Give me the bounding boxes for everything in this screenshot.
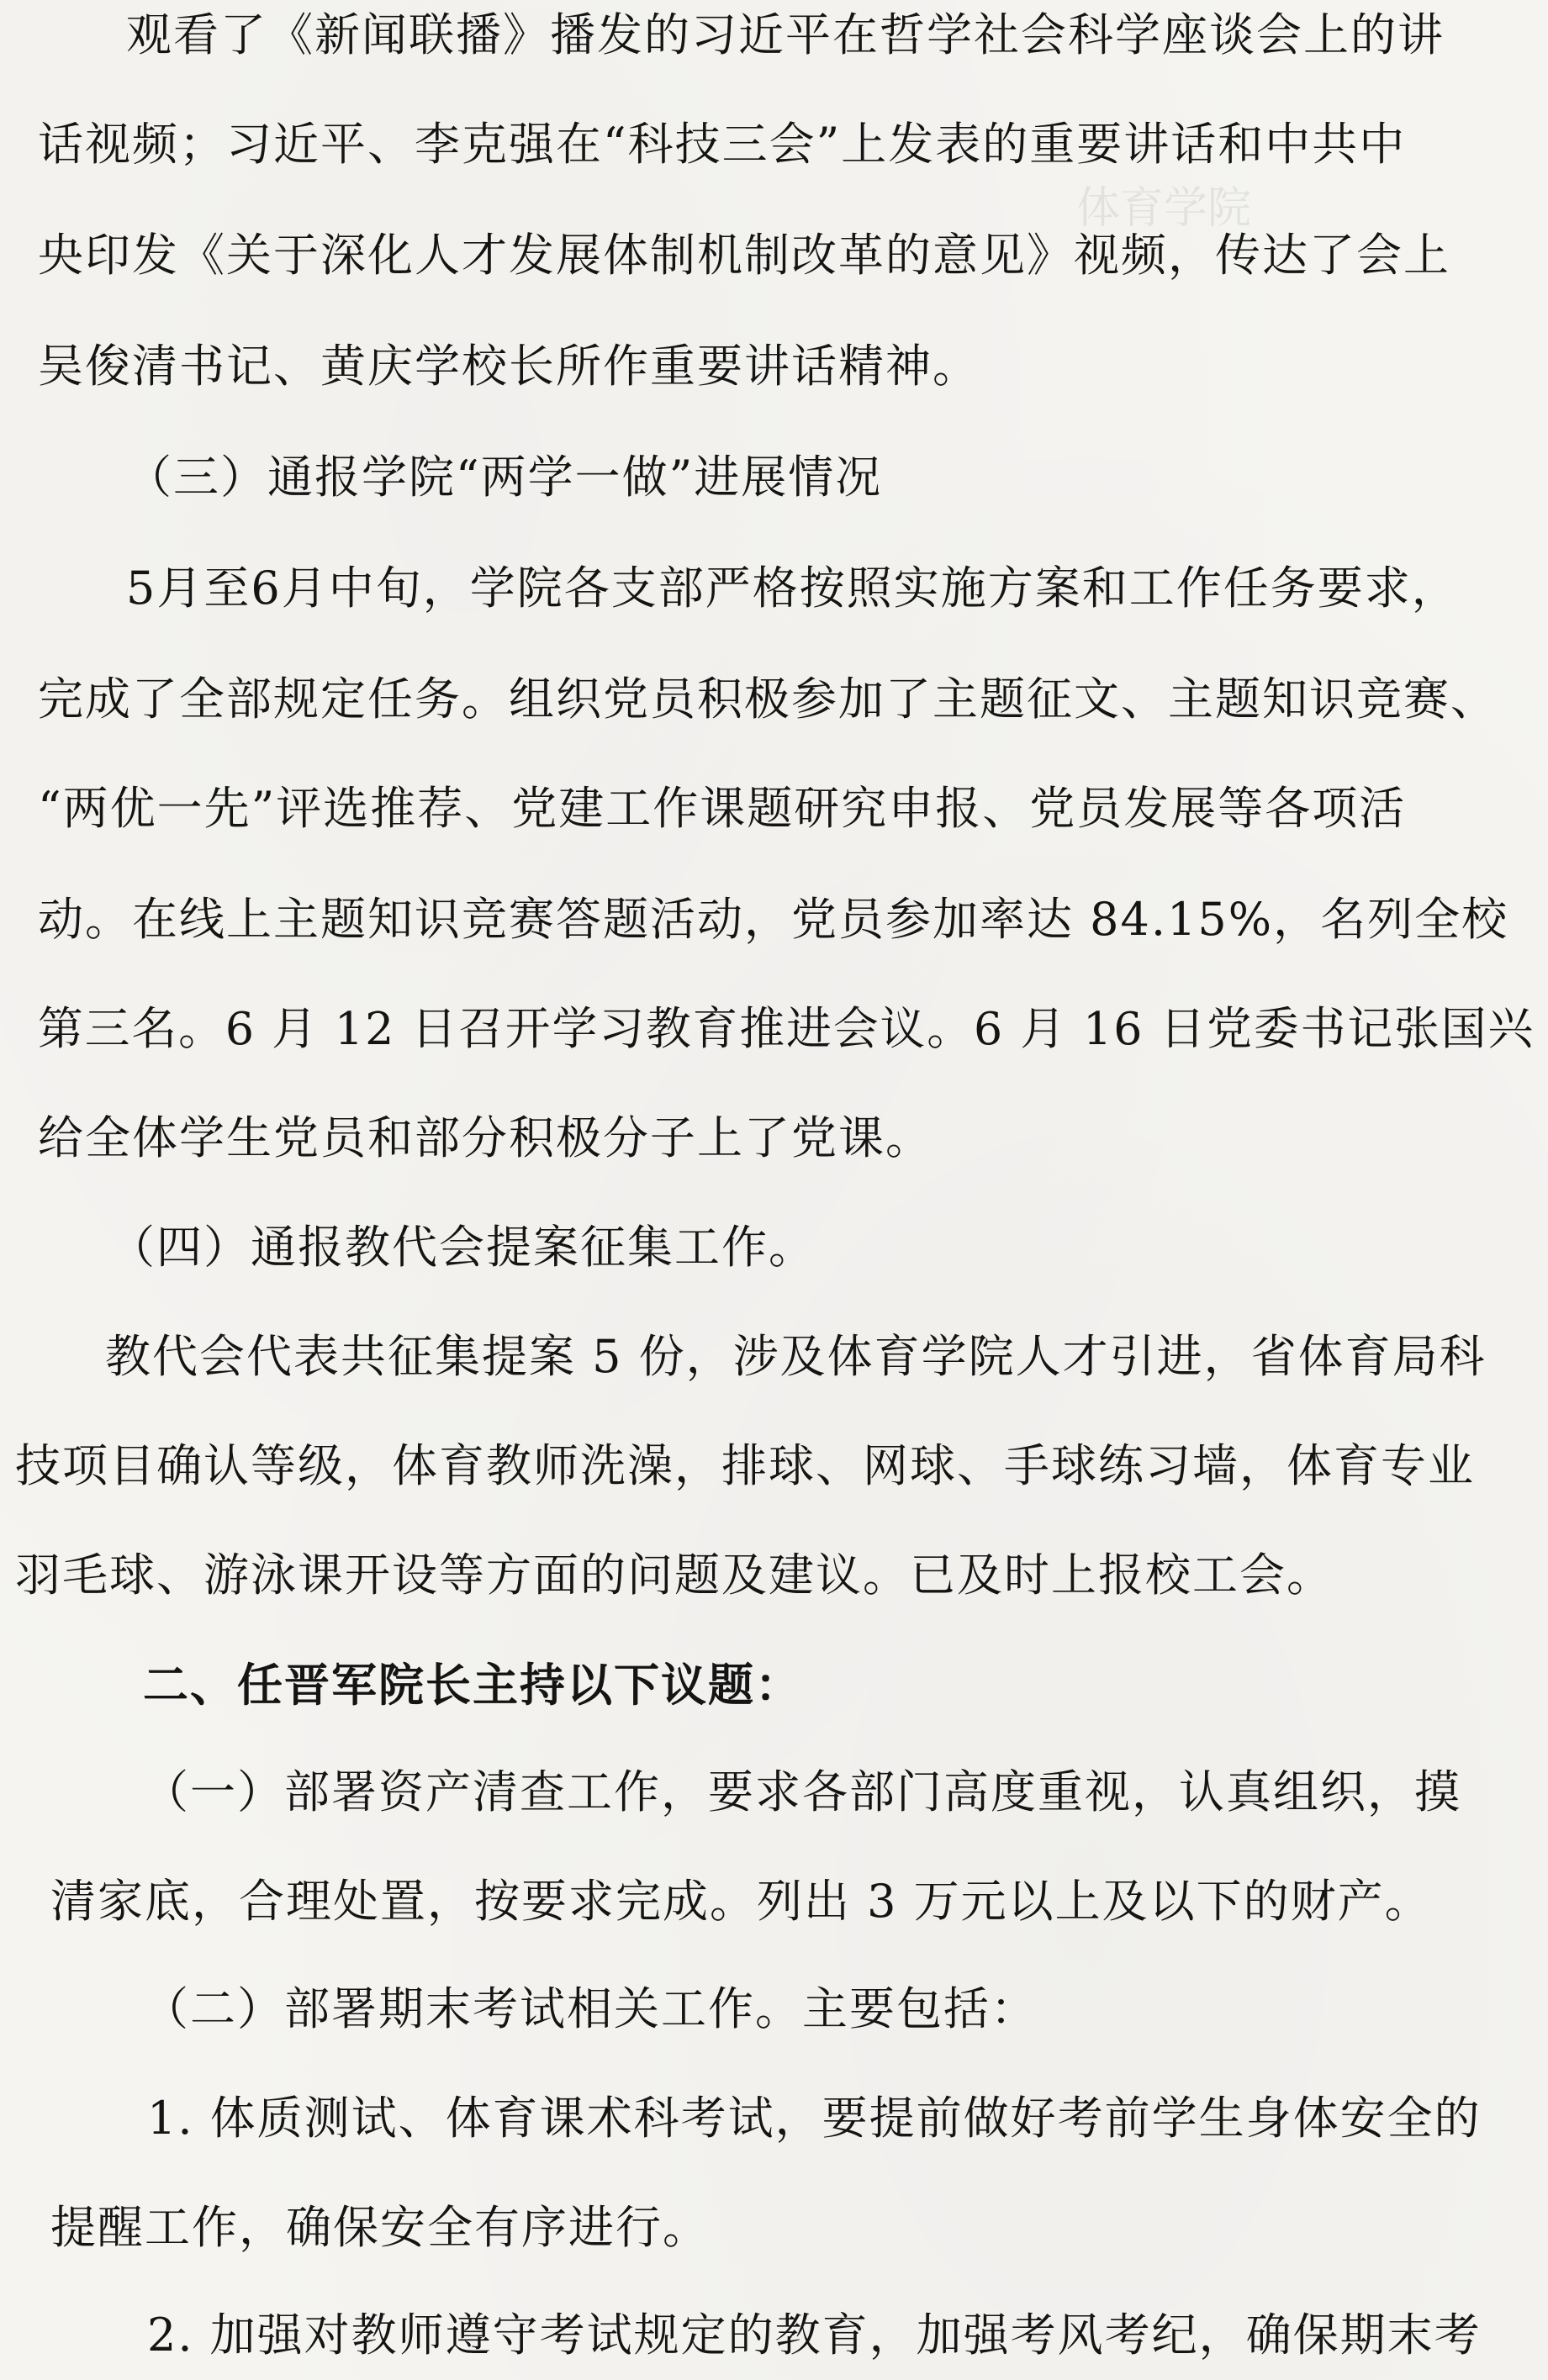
main-heading: 二、任晋军院长主持以下议题： bbox=[143, 1658, 802, 1712]
text-line: 教代会代表共征集提案 5 份，涉及体育学院人才引进，省体育局科 bbox=[105, 1330, 1487, 1383]
text-line: “两优一先”评选推荐、党建工作课题研究申报、党员发展等各项活 bbox=[38, 782, 1407, 835]
text-line: （一）部署资产清查工作，要求各部门高度重视，认真组织，摸 bbox=[143, 1765, 1461, 1818]
text-line: 观看了《新闻联播》播发的习近平在哲学社会科学座谈会上的讲 bbox=[126, 8, 1445, 61]
text-line: 清家底，合理处置，按要求完成。列出 3 万元以上及以下的财产。 bbox=[50, 1875, 1432, 1928]
reverse-side-show-through: 体育学院 bbox=[1076, 183, 1252, 234]
section-heading: （四）通报教代会提案征集工作。 bbox=[109, 1221, 816, 1274]
text-line: 技项目确认等级，体育教师洗澡，排球、网球、手球练习墙，体育专业 bbox=[15, 1439, 1475, 1492]
text-line: 给全体学生党员和部分积极分子上了党课。 bbox=[38, 1111, 932, 1164]
section-heading: （二）部署期末考试相关工作。主要包括： bbox=[143, 1982, 1038, 2035]
text-line: 完成了全部规定任务。组织党员积极参加了主题征文、主题知识竞赛、 bbox=[38, 673, 1498, 726]
text-line: 5月至6月中旬，学院各支部严格按照实施方案和工作任务要求， bbox=[126, 562, 1459, 615]
text-line: 羽毛球、游泳课开设等方面的问题及建议。已及时上报校工会。 bbox=[15, 1549, 1334, 1602]
text-line: 话视频；习近平、李克强在“科技三会”上发表的重要讲话和中共中 bbox=[38, 118, 1407, 171]
text-line: 2. 加强对教师遵守考试规定的教育，加强考风考纪，确保期末考 bbox=[147, 2309, 1482, 2362]
text-line: 1. 体质测试、体育课术科考试，要提前做好考前学生身体安全的 bbox=[147, 2092, 1482, 2145]
text-line: 提醒工作，确保安全有序进行。 bbox=[50, 2201, 710, 2254]
text-line: 央印发《关于深化人才发展体制机制改革的意见》视频，传达了会上 bbox=[38, 229, 1450, 282]
text-line: 动。在线上主题知识竞赛答题活动，党员参加率达 84.15%，名列全校 bbox=[38, 893, 1509, 946]
section-heading: （三）通报学院“两学一做”进展情况 bbox=[126, 451, 883, 504]
text-line: 吴俊清书记、黄庆学校长所作重要讲话精神。 bbox=[38, 340, 980, 393]
text-line: 第三名。6 月 12 日召开学习教育推进会议。6 月 16 日党委书记张国兴 bbox=[38, 1002, 1535, 1055]
